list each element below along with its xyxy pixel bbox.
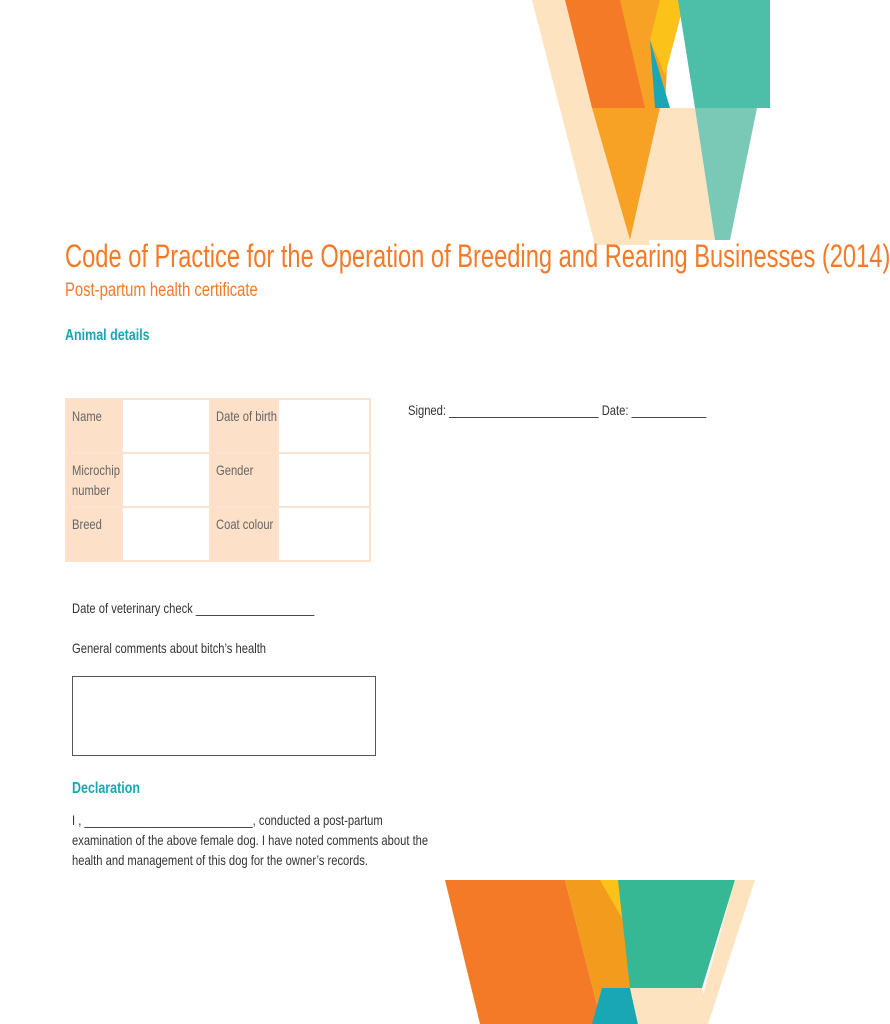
comments-textbox[interactable] [72, 676, 376, 756]
document-subtitle: Post-partum health certificate [65, 280, 258, 301]
microchip-label: Microchip [72, 462, 120, 478]
microchip-label-line2: number [72, 482, 110, 498]
comments-label: General comments about bitch’s health [72, 640, 267, 656]
microchip-label-cell [66, 453, 122, 507]
microchip-value-cell[interactable] [122, 453, 210, 507]
breed-label: Breed [72, 516, 102, 532]
animal-details-table [65, 398, 371, 562]
name-label: Name [72, 408, 102, 424]
coat-colour-label: Coat colour [216, 516, 274, 532]
table-row [66, 507, 370, 561]
document-title: Code of Practice for the Operation of Breeding and Rearing Businesses (2014) [65, 238, 890, 274]
name-value-cell[interactable] [122, 399, 210, 453]
declaration-text [72, 810, 429, 870]
breed-label-cell [66, 507, 122, 561]
declaration-line-2: examination of the above female dog. I have noted comments about the [72, 832, 429, 848]
gender-label: Gender [216, 462, 254, 478]
signed-date-line[interactable]: Signed: ________________________ Date: ____________ [408, 402, 707, 418]
table-row [66, 399, 370, 453]
animal-details-heading: Animal details [65, 327, 150, 344]
vet-check-date-line[interactable]: Date of veterinary check ___________________ [72, 600, 315, 616]
date-of-birth-label-cell [210, 399, 278, 453]
name-label-cell [66, 399, 122, 453]
top-decorative-shapes [520, 0, 770, 245]
coat-colour-value-cell[interactable] [278, 507, 370, 561]
date-of-birth-label: Date of birth [216, 408, 278, 424]
gender-value-cell[interactable] [278, 453, 370, 507]
declaration-line-1[interactable]: I , ___________________________, conducted a post-partum [72, 812, 383, 828]
declaration-line-3: health and management of this dog for the owner’s records. [72, 852, 368, 868]
gender-label-cell [210, 453, 278, 507]
date-of-birth-value-cell[interactable] [278, 399, 370, 453]
coat-colour-label-cell [210, 507, 278, 561]
declaration-heading: Declaration [72, 780, 140, 797]
breed-value-cell[interactable] [122, 507, 210, 561]
table-row [66, 453, 370, 507]
bottom-decorative-shapes [440, 878, 770, 1024]
